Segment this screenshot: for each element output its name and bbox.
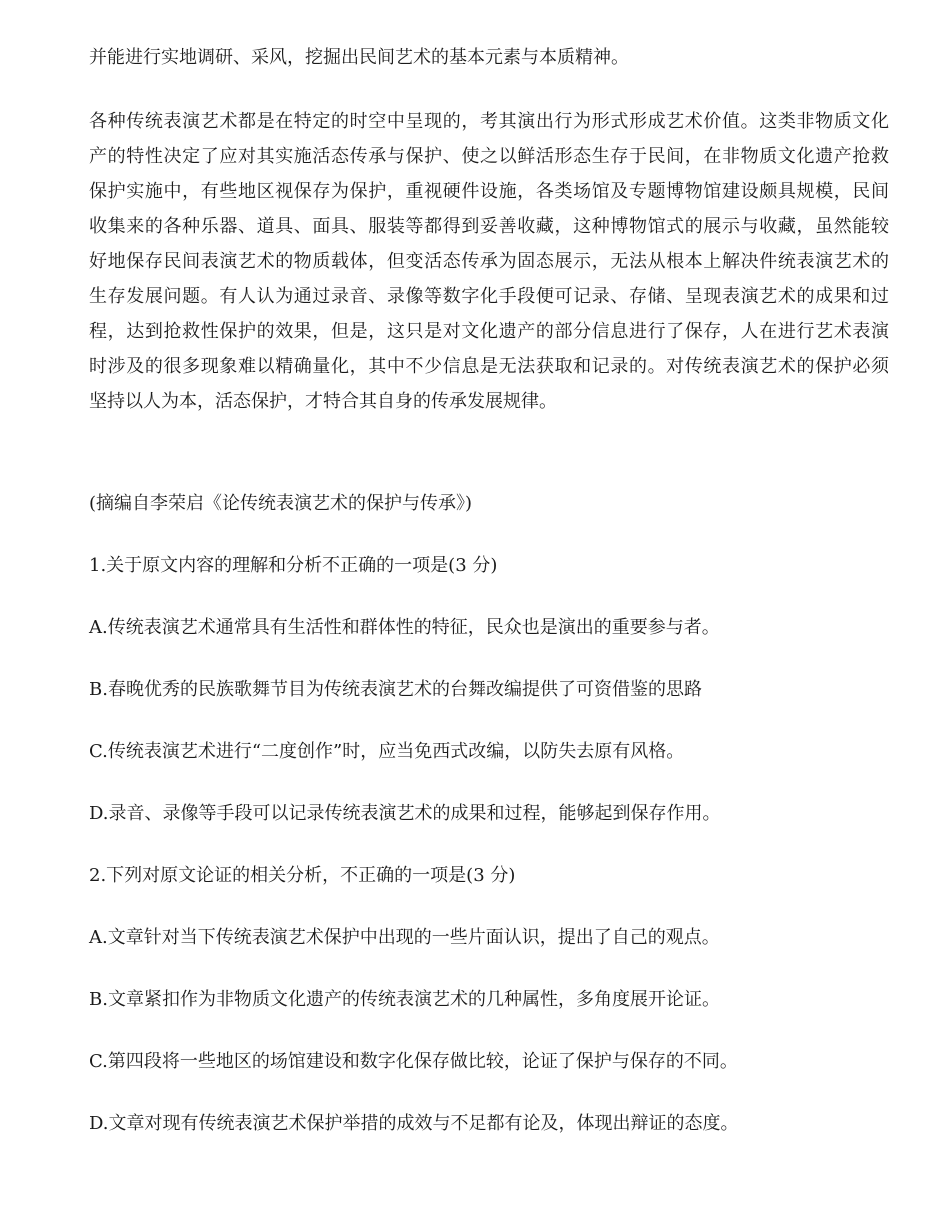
question-2-option-a: A.文章针对当下传统表演艺术保护中出现的一些片面认识，提出了自己的观点。 [89, 927, 720, 948]
question-1-stem: 1.关于原文内容的理解和分析不正确的一项是(3 分) [89, 555, 498, 576]
paragraph-line: 产的特性决定了应对其实施活态传承与保护、使之以鲜活形态生存于民间，在非物质文化遗产抢救 [89, 146, 889, 167]
question-1-option-d: D.录音、录像等手段可以记录传统表演艺术的成果和过程，能够起到保存作用。 [89, 803, 721, 824]
question-2-option-c: C.第四段将一些地区的场馆建设和数字化保存做比较，论证了保护与保存的不同。 [89, 1051, 738, 1072]
paragraph-line: 生存发展问题。有人认为通过录音、录像等数字化手段便可记录、存储、呈现表演艺术的成果和过 [89, 286, 889, 307]
question-2-stem: 2.下列对原文论证的相关分析，不正确的一项是(3 分) [89, 865, 516, 886]
paragraph-line: 程，达到抢救性保护的效果，但是，这只是对文化遗产的部分信息进行了保存，人在进行艺术表演 [89, 321, 889, 342]
question-1-option-b: B.春晚优秀的民族歌舞节目为传统表演艺术的台舞改编提供了可资借鉴的思路 [89, 679, 702, 700]
question-2-option-d: D.文章对现有传统表演艺术保护举措的成效与不足都有论及，体现出辩证的态度。 [89, 1113, 739, 1134]
paragraph-line: 好地保存民间表演艺术的物质载体，但变活态传承为固态展示，无法从根本上解决件统表演艺术的 [89, 251, 889, 272]
body-paragraph [89, 104, 889, 419]
paragraph-line: 时涉及的很多现象难以精确量化，其中不少信息是无法获取和记录的。对传统表演艺术的保护必须 [89, 356, 889, 377]
paragraph-line: 保护实施中，有些地区视保存为保护，重视硬件设施，各类场馆及专题博物馆建设颇具规模，民间 [89, 181, 889, 202]
question-1-option-a: A.传统表演艺术通常具有生活性和群体性的特征，民众也是演出的重要参与者。 [89, 617, 720, 638]
paragraph-line: 坚持以人为本，活态保护，才特合其自身的传承发展规律。 [89, 391, 557, 412]
intro-line: 并能进行实地调研、采风，挖掘出民间艺术的基本元素与本质精神。 [89, 47, 629, 68]
question-2-option-b: B.文章紧扣作为非物质文化遗产的传统表演艺术的几种属性，多角度展开论证。 [89, 989, 720, 1010]
question-1-option-c: C.传统表演艺术进行“二度创作”时，应当免西式改编，以防失去原有风格。 [89, 741, 685, 762]
paragraph-line: 各种传统表演艺术都是在特定的时空中呈现的，考其演出行为形式形成艺术价值。这类非物质文化 [89, 111, 889, 132]
source-citation: (摘编自李荣启《论传统表演艺术的保护与传承》) [89, 493, 473, 514]
paragraph-line: 收集来的各种乐器、道具、面具、服装等都得到妥善收藏，这种博物馆式的展示与收藏，虽然能较 [89, 216, 889, 237]
